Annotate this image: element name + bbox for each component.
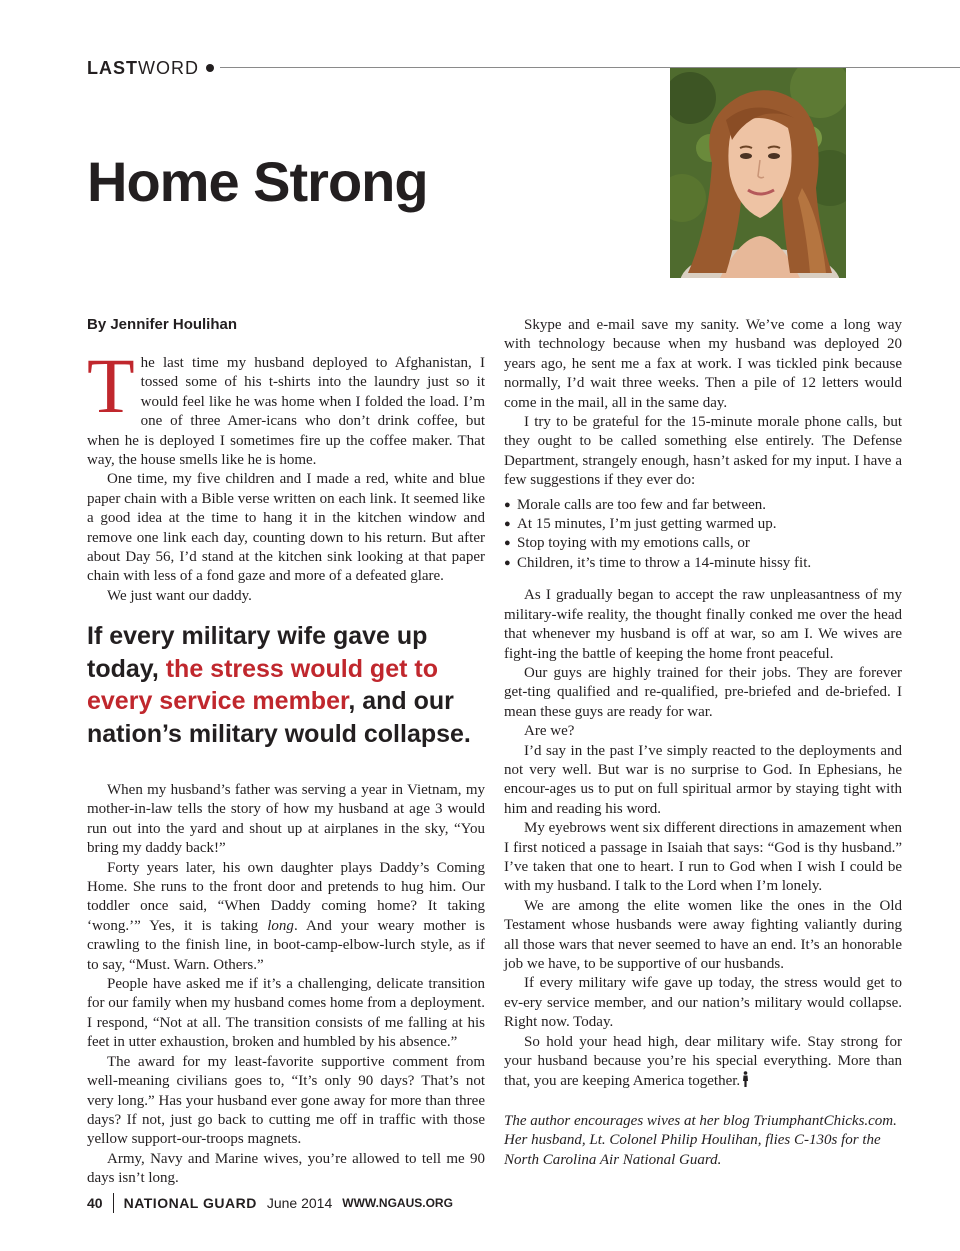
paragraph	[87, 342, 485, 470]
paragraph: One time, my five children and I made a red, white and blue paper chain with a Bible verse written on each link. It seemed like a good idea at the time to hang it in the kitchen window and remove one link each day, counting down to his return. But after about Day 56, I’d stand at the kitchen sink looking at that paper chain with less of a fond gaze and more of a defeated glare.	[87, 471, 485, 585]
paragraph: We are among the elite women like the ones in the Old Testament whose husbands were away fighting valiantly during all those wars that never seemed to have an end. It’s an honorable job we have, to be supportive of our husbands.	[504, 897, 902, 972]
credit-line: Her husband, Lt. Colonel Philip Houlihan, flies C-130s for the North Carolina Air National Guard.	[504, 1132, 881, 1168]
page-number: 40	[87, 1195, 103, 1211]
website-url: WWW.NGAUS.ORG	[342, 1196, 453, 1210]
pull-quote-part1: If every military wife gave up today,	[87, 622, 428, 683]
paragraph-text: Forty years later, his own daughter plays Daddy’s Coming Home. She runs to the front door and pretends to hug him. Our toddler once said, “When Daddy coming home? It taking ‘wong.’” Yes, it is taking	[87, 859, 485, 934]
paragraph: If every military wife gave up today, the stress would get to ev-ery service member, and our nation’s military would collapse. Right now. Today.	[504, 975, 902, 1031]
magazine-name: NATIONAL GUARD	[123, 1195, 257, 1211]
list-item: ● At 15 minutes, I’m just getting warmed up.	[504, 515, 902, 534]
paragraph: I try to be grateful for the 15-minute morale phone calls, but they ought to be called something else entirely. The Defense Department, strangely enough, hasn’t asked for my input. I have a few suggestions if they ever do:	[504, 414, 902, 489]
bullet-dot-icon	[206, 64, 214, 72]
paragraph-text: . And your weary mother is crawling to the finish line, in boot-camp-elbow-lurch style, as if to say, “Must. Warn. Others.”	[87, 917, 485, 973]
paragraph: When my husband’s father was serving a year in Vietnam, my mother-in-law tells the story of how my husband at age 3 would run out into the yard and shout up at airplanes in the sky, “You bring my daddy back!”	[87, 782, 485, 857]
left-column-bottom	[87, 781, 485, 1189]
list-item: ● Children, it’s time to throw a 14-minute hissy fit.	[504, 554, 902, 573]
paragraph: I’d say in the past I’ve simply reacted to the deployments and not very well. But war is no surprise to God. In Ephesians, he encour-ages us to put on full spiritual armor by staying tight with him and reading his word.	[504, 742, 902, 817]
paragraph: We just want our daddy.	[107, 587, 252, 604]
paragraph-text: So hold your head high, dear military wife. Stay strong for your husband because you’re his special everything. More than that, you are keeping America together.	[504, 1033, 902, 1090]
paragraph	[87, 859, 485, 975]
header-rule	[220, 67, 960, 68]
suggestion-list	[504, 496, 902, 574]
list-item: ● Morale calls are too few and far between.	[504, 496, 902, 515]
paragraph: Army, Navy and Marine wives, you’re allowed to tell me 90 days isn’t long.	[87, 1150, 485, 1187]
paragraph: Are we?	[524, 723, 575, 740]
paragraph: My eyebrows went six different directions in amazement when I first noticed a passage in Isaiah that says: “God is thy husband.” I’ve taken that one to heart. I run to God when I wish I could be with my husband. I talk to the Lord when I’m lonely.	[504, 820, 902, 895]
paragraph	[504, 1033, 902, 1092]
credit-line: The author encourages wives at her blog TriumphantChicks.com.	[504, 1113, 897, 1129]
page-footer	[87, 1193, 453, 1215]
author-portrait-image	[670, 68, 846, 278]
list-item: ● Stop toying with my emotions calls, or	[504, 534, 902, 553]
section-label-bold: LAST	[87, 58, 138, 78]
pull-quote-highlight: the stress would get to every service member	[87, 654, 438, 715]
left-column-top	[87, 342, 485, 606]
paragraph: As I gradually began to accept the raw unpleasantness of my military-wife reality, the thought finally conked me over the head that whenever my husband is off at war, so am I. We wives are fight-ing the battle of keeping the home front peaceful.	[504, 587, 902, 662]
article-headline: Home Strong	[87, 150, 428, 213]
paragraph: Our guys are highly trained for their jobs. They are forever get-ting qualified and re-qualified, pre-briefed and de-briefed. I mean these guys are ready for war.	[504, 664, 902, 720]
paragraph: The award for my least-favorite supportive comment from well-meaning civilians goes to, “It’s only 90 days? That’s not very long.” Has your husband ever gone away for more than three days? If not, just go back to cutting me off in traffic with those yellow support-our-troops magnets.	[87, 1053, 485, 1148]
section-label	[87, 57, 199, 79]
paragraph: Skype and e-mail save my sanity. We’ve come a long way with technology because when my husband was deployed 20 years ago, he sent me a fax at work. I was tickled pink because normally, I’d wait three weeks. Then a pile of 12 letters would come in the mail, all in the same day.	[504, 317, 902, 411]
issue-date: June 2014	[266, 1195, 333, 1211]
byline: By Jennifer Houlihan	[87, 316, 238, 333]
right-column	[504, 316, 902, 1092]
author-credit	[504, 1112, 904, 1170]
soldier-end-mark-icon	[742, 1071, 749, 1087]
paragraph-italic: long	[267, 917, 294, 934]
pull-quote	[87, 620, 497, 750]
author-photo	[670, 68, 846, 278]
section-label-light: WORD	[138, 58, 199, 78]
drop-cap: T	[87, 342, 135, 429]
paragraph-text: he last time my husband deployed to Afghanistan, I tossed some of his t-shirts into the laundry just so it would feel like he was home when I folded the load. I’m one of three Amer-icans who don’t drink coffee, but when he is deployed I sometimes fire up the coffee maker. That way, the house smells like he is home.	[87, 355, 485, 469]
paragraph: People have asked me if it’s a challenging, delicate transition for our family when my husband comes home from a deployment. I respond, “Not at all. The transition consists of me falling at his feet in utter exhaustion, broken and humbled by his absence.”	[87, 976, 485, 1051]
pull-quote-part2: , and our nation’s military would collapse.	[87, 687, 471, 748]
footer-divider	[113, 1193, 114, 1213]
